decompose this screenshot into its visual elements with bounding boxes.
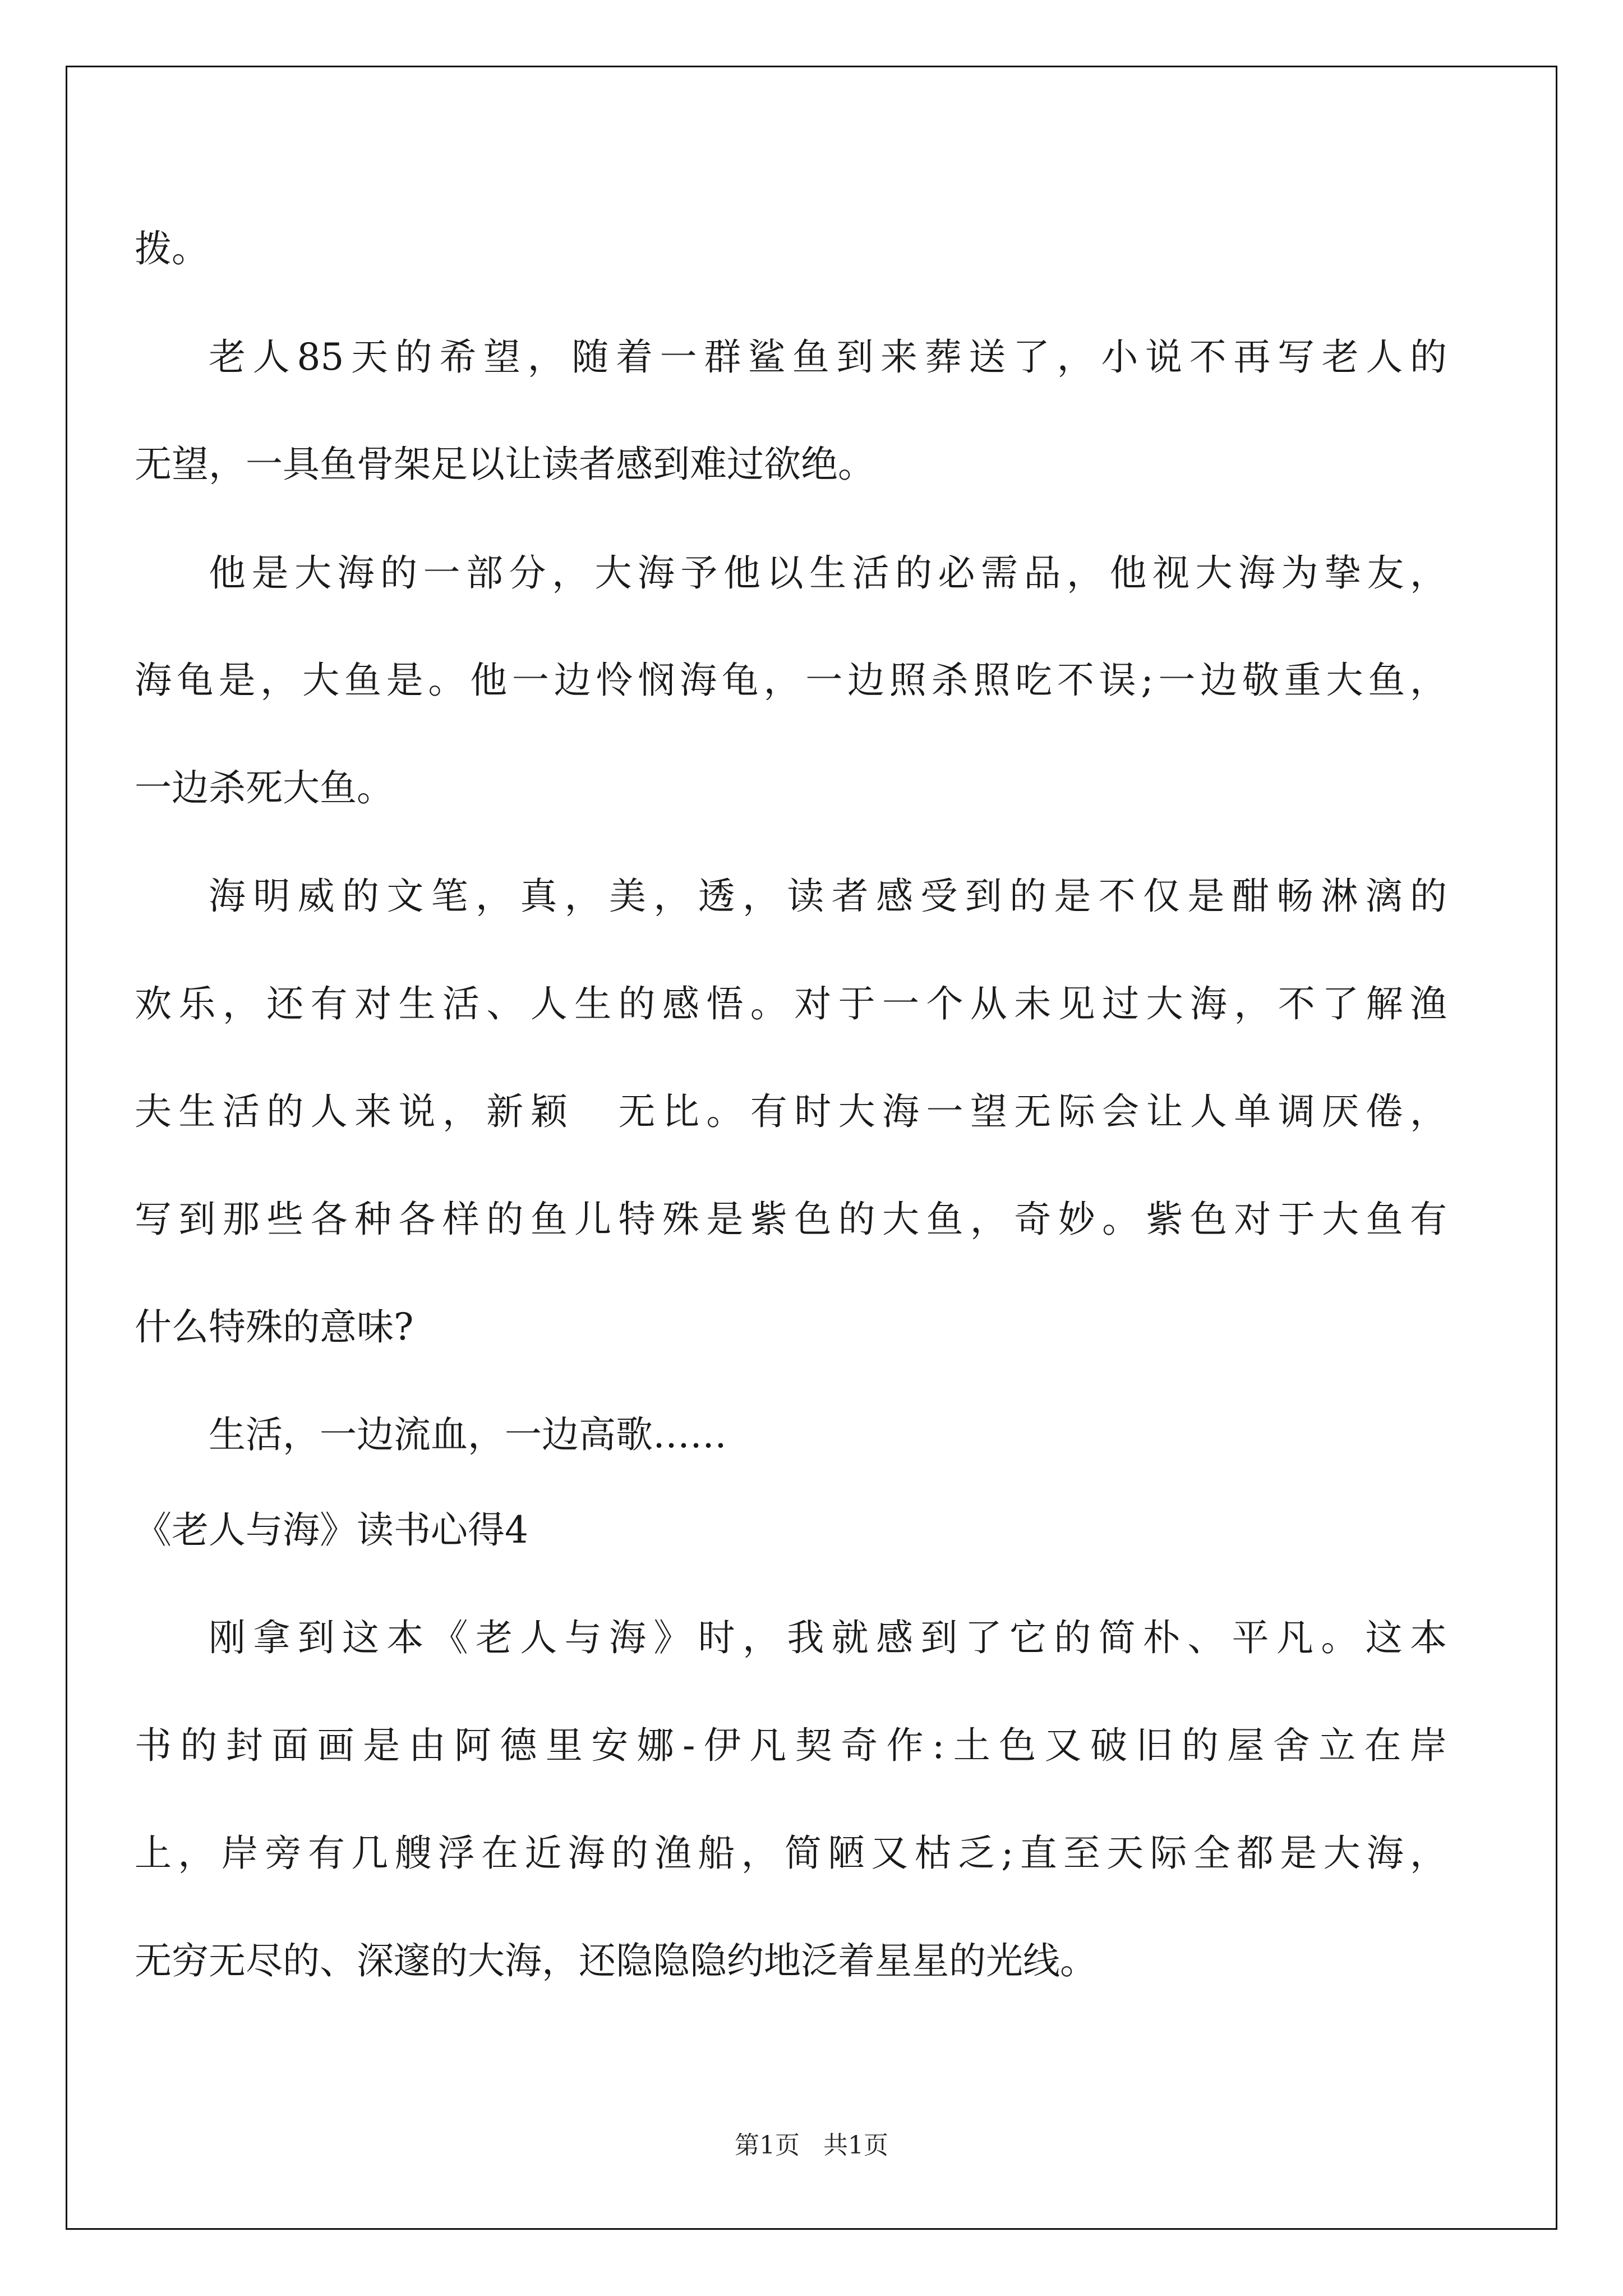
section-heading: 《老人与海》读书心得4 — [135, 1508, 528, 1552]
text-line-8: 欢乐，还有对生活、人生的感悟。对于一个从未见过大海，不了解渔 — [135, 982, 1447, 1025]
text-line-14: 书的封面画是由阿德里安娜-伊凡契奇作:土色又破旧的屋舍立在岸 — [135, 1724, 1447, 1767]
text-line-2: 老人85天的希望，随着一群鲨鱼到来葬送了，小说不再写老人的 — [209, 335, 1447, 379]
text-line-6: 一边杀死大鱼。 — [135, 766, 394, 809]
text-line-10: 写到那些各种各样的鱼儿特殊是紫色的大鱼，奇妙。紫色对于大鱼有 — [135, 1198, 1447, 1241]
text-line-3: 无望，一具鱼骨架足以让读者感到难过欲绝。 — [135, 443, 875, 486]
page-border — [66, 66, 1557, 2230]
page-number: 第1页 — [735, 2131, 800, 2160]
page-footer — [0, 2129, 1623, 2162]
text-line-9: 夫生活的人来说，新颖 无比。有时大海一望无际会让人单调厌倦， — [135, 1090, 1447, 1133]
text-line-4: 他是大海的一部分，大海予他以生活的必需品，他视大海为挚友， — [209, 551, 1447, 595]
text-line-11: 什么特殊的意味? — [135, 1305, 414, 1349]
text-line-1: 拨。 — [135, 227, 209, 270]
text-line-16: 无穷无尽的、深邃的大海，还隐隐隐约地泛着星星的光线。 — [135, 1939, 1097, 1982]
text-line-5: 海龟是，大鱼是。他一边怜悯海龟，一边照杀照吃不误;一边敬重大鱼， — [135, 659, 1447, 702]
text-line-13: 刚拿到这本《老人与海》时，我就感到了它的简朴、平凡。这本 — [209, 1616, 1447, 1659]
text-line-7: 海明威的文笔，真，美，透，读者感受到的是不仅是酣畅淋漓的 — [209, 875, 1447, 918]
text-line-12: 生活，一边流血，一边高歌…… — [209, 1413, 727, 1456]
page-total: 共1页 — [823, 2131, 888, 2160]
text-line-15: 上，岸旁有几艘浮在近海的渔船，简陋又枯乏;直至天际全都是大海， — [135, 1832, 1447, 1875]
